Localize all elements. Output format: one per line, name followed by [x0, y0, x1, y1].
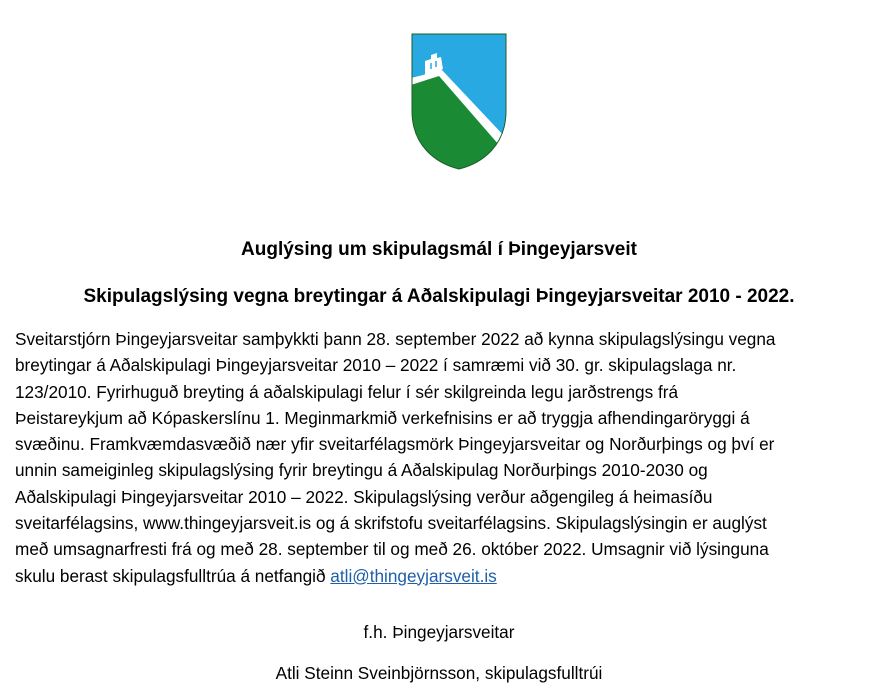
body-line: 123/2010. Fyrirhuguð breyting á aðalskipulagi felur í sér skilgreinda legu jarðstrengs frá [15, 381, 679, 402]
body-line: sveitarfélagsins, www.thingeyjarsveit.is og á skrifstofu sveitarfélagsins. Skipulagslýsingin er auglýst [15, 513, 767, 534]
body-line: Sveitarstjórn Þingeyjarsveitar samþykkti þann 28. september 2022 að kynna skipulagslýsingu vegna [15, 329, 776, 349]
page-title: Auglýsing um skipulagsmál í Þingeyjarsveit [241, 239, 637, 260]
body-line: Þeistareykjum að Kópaskerslínu 1. Meginmarkmið verkefnisins er að tryggja afhendingaröryggi á [15, 407, 750, 428]
body-line-last [15, 563, 865, 589]
page-subtitle: Skipulagslýsing vegna breytingar á Aðalskipulagi Þingeyjarsveitar 2010 - 2022. [83, 286, 795, 307]
body-line: unnin sameiginleg skipulagslýsing fyrir breytingu á Aðalskipulag Norðurþings 2010-2030 og [15, 460, 708, 481]
body-line: með umsagnarfresti frá og með 28. september til og með 26. október 2022. Umsagnir við lýsinguna [15, 539, 769, 560]
body-line-prefix: skulu berast skipulagsfulltrúa á netfangið [15, 565, 331, 586]
email-link[interactable]: atli@thingeyjarsveit.is [330, 565, 497, 586]
signature-name: Atli Steinn Sveinbjörnsson, skipulagsfulltrúi [275, 663, 603, 683]
coat-of-arms-icon [411, 33, 507, 170]
body-line: svæðinu. Framkvæmdasvæðið nær yfir sveitarfélagsmörk Þingeyjarsveitar og Norðurþings og því er [15, 434, 775, 455]
announcement-body [15, 326, 865, 589]
body-line: breytingar á Aðalskipulagi Þingeyjarsveitar 2010 – 2022 í samræmi við 30. gr. skipulagslaga nr. [15, 355, 737, 376]
signature-on-behalf: f.h. Þingeyjarsveitar [363, 622, 515, 642]
body-line: Aðalskipulagi Þingeyjarsveitar 2010 – 2022. Skipulagslýsing verður aðgengileg á heimasíðu [15, 486, 713, 507]
